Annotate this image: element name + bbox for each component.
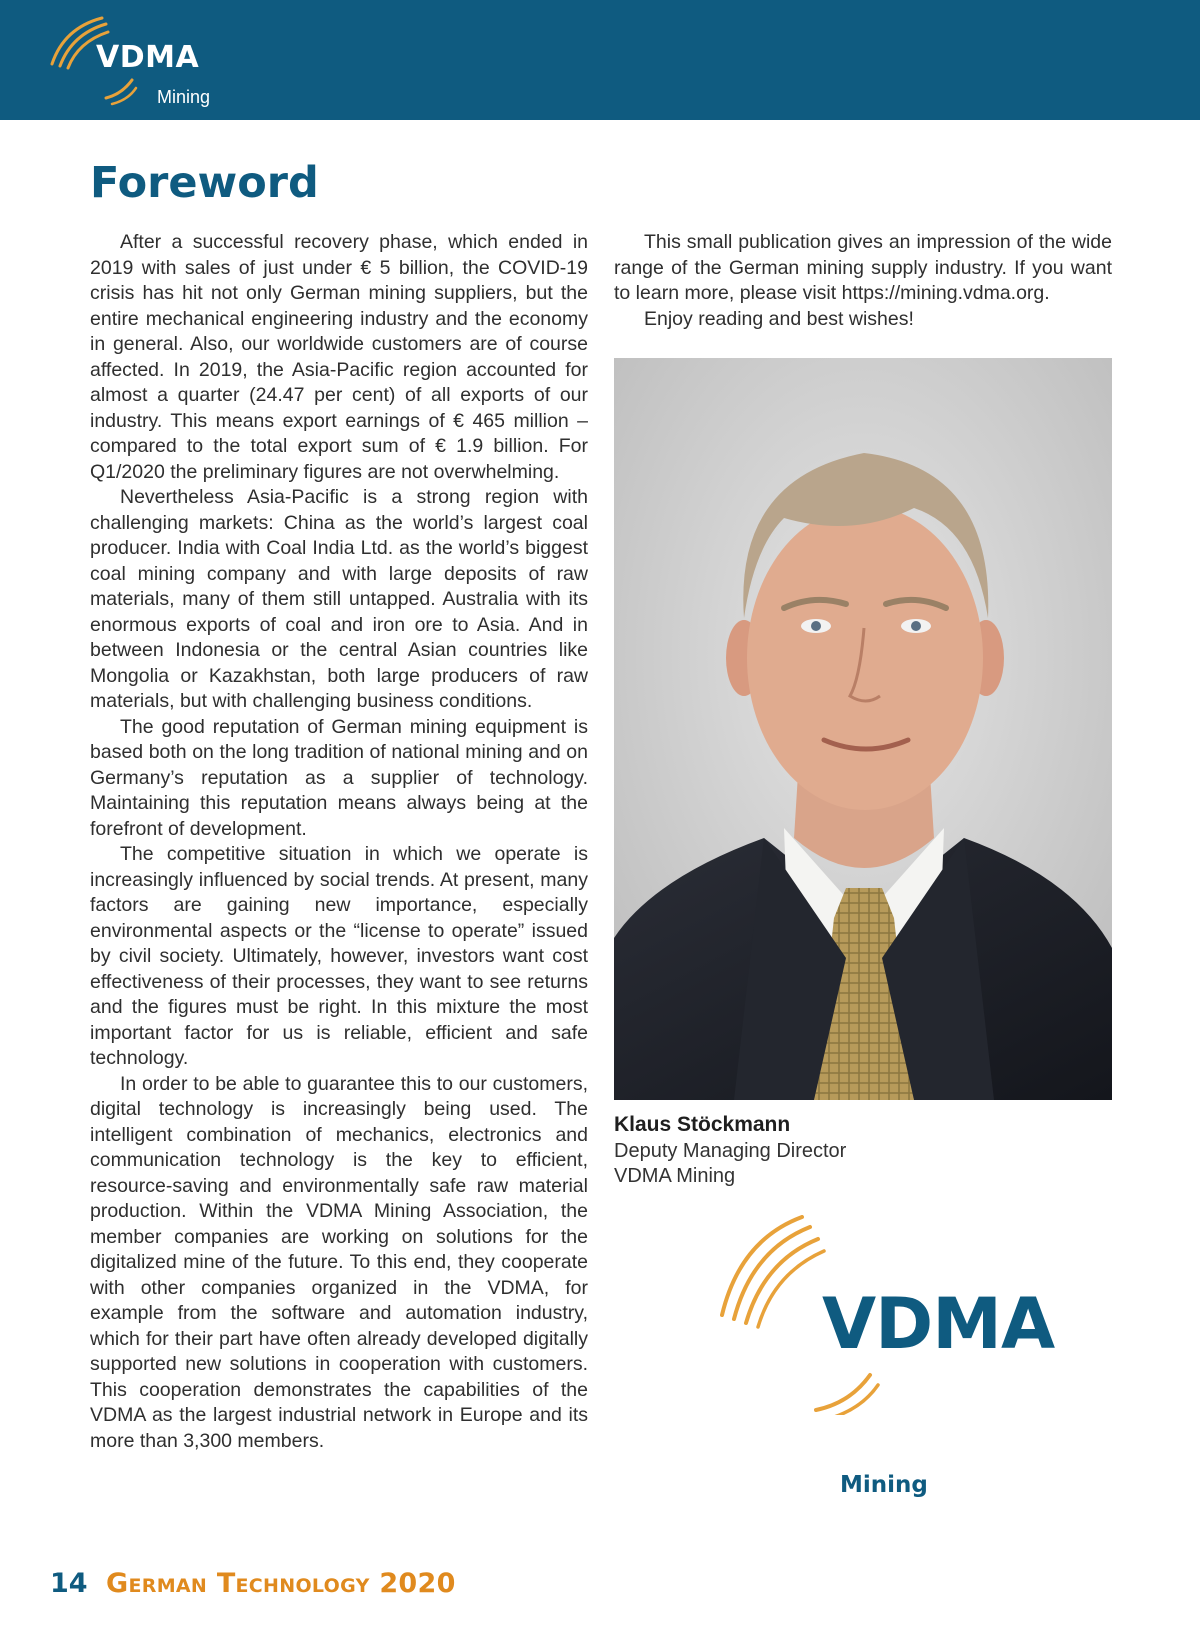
paragraph: This small publication gives an impression of the wide range of the German mining supply industry. If you want to learn more, please visit https://mining.vdma.org. — [614, 231, 1112, 304]
page-number: 14 — [50, 1568, 88, 1599]
header-logo-subtitle: Mining — [157, 87, 211, 107]
left-text-column — [90, 230, 588, 1454]
paragraph: Enjoy reading and best wishes! — [644, 307, 914, 330]
right-text-column — [614, 230, 1112, 332]
header-bar — [0, 0, 1200, 120]
caption-org: VDMA Mining — [614, 1165, 736, 1187]
paragraph: The competitive situation in which we operate is increasingly influenced by social trends. At present, many factors are gaining new importance, especially environmental aspects or the “license to operate” issued by civil society. Ultimately, however, investors want cost effectiveness of their processes, they want to see returns and the figures must be right. In this mixture the most important factor for us is reliable, efficient and safe technology. — [90, 843, 588, 1069]
logo-text: VDMA — [822, 1283, 1055, 1365]
paragraph: After a successful recovery phase, which ended in 2019 with sales of just under € 5 billion, the COVID-19 crisis has hit not only German mining suppliers, but the entire mechanical engineering industry and the economy in general. Also, our worldwide customers are of course affected. In 2019, the Asia-Pacific region accounted for almost a quarter (24.47 per cent) of all exports of our industry. This means export earnings of € 465 million – compared to the total export sum of € 1.9 billion. For Q1/2020 the preliminary figures are not overwhelming. — [90, 231, 588, 483]
page-footer — [50, 1568, 456, 1599]
publication-title: German Technology 2020 — [106, 1568, 456, 1599]
paragraph: In order to be able to guarantee this to our customers, digital technology is increasingly being used. The intelligent combination of mechanics, electronics and communication technology is the key to efficient, resource-saving and environmentally safe raw material production. Within the VDMA Mining Association, the member companies are working on solutions for the digitalized mine of the future. To this end, they cooperate with other companies organized in the VDMA, for example from the software and automation industry, which for their part have often already developed digitally supported new solutions in cooperation with customers. This cooperation demonstrates the capabilities of the VDMA as the largest industrial network in Europe and its more than 3,300 members. — [90, 1072, 588, 1452]
logo-subtitle: Mining — [840, 1472, 928, 1498]
header-logo-text: VDMA — [96, 40, 200, 75]
caption-name: Klaus Stöckmann — [614, 1113, 791, 1136]
paragraph: Nevertheless Asia-Pacific is a strong region with challenging markets: China as the world’s largest coal producer. India with Coal India Ltd. as the world’s biggest coal mining company and with large deposits of raw materials, many of them still untapped. Australia with its enormous exports of coal and iron ore to Asia. And in between Indonesia or the central Asian countries like Mongolia or Kazakhstan, both large producers of raw materials, but with challenging business conditions. — [90, 486, 588, 712]
page-title: Foreword — [90, 158, 319, 208]
paragraph: The good reputation of German mining equipment is based both on the long tradition of national mining and on Germany’s reputation as a supplier of technology. Maintaining this reputation means always being at the forefront of development. — [90, 715, 588, 840]
portrait-photo — [614, 358, 1112, 1100]
caption-role: Deputy Managing Director — [614, 1140, 847, 1162]
